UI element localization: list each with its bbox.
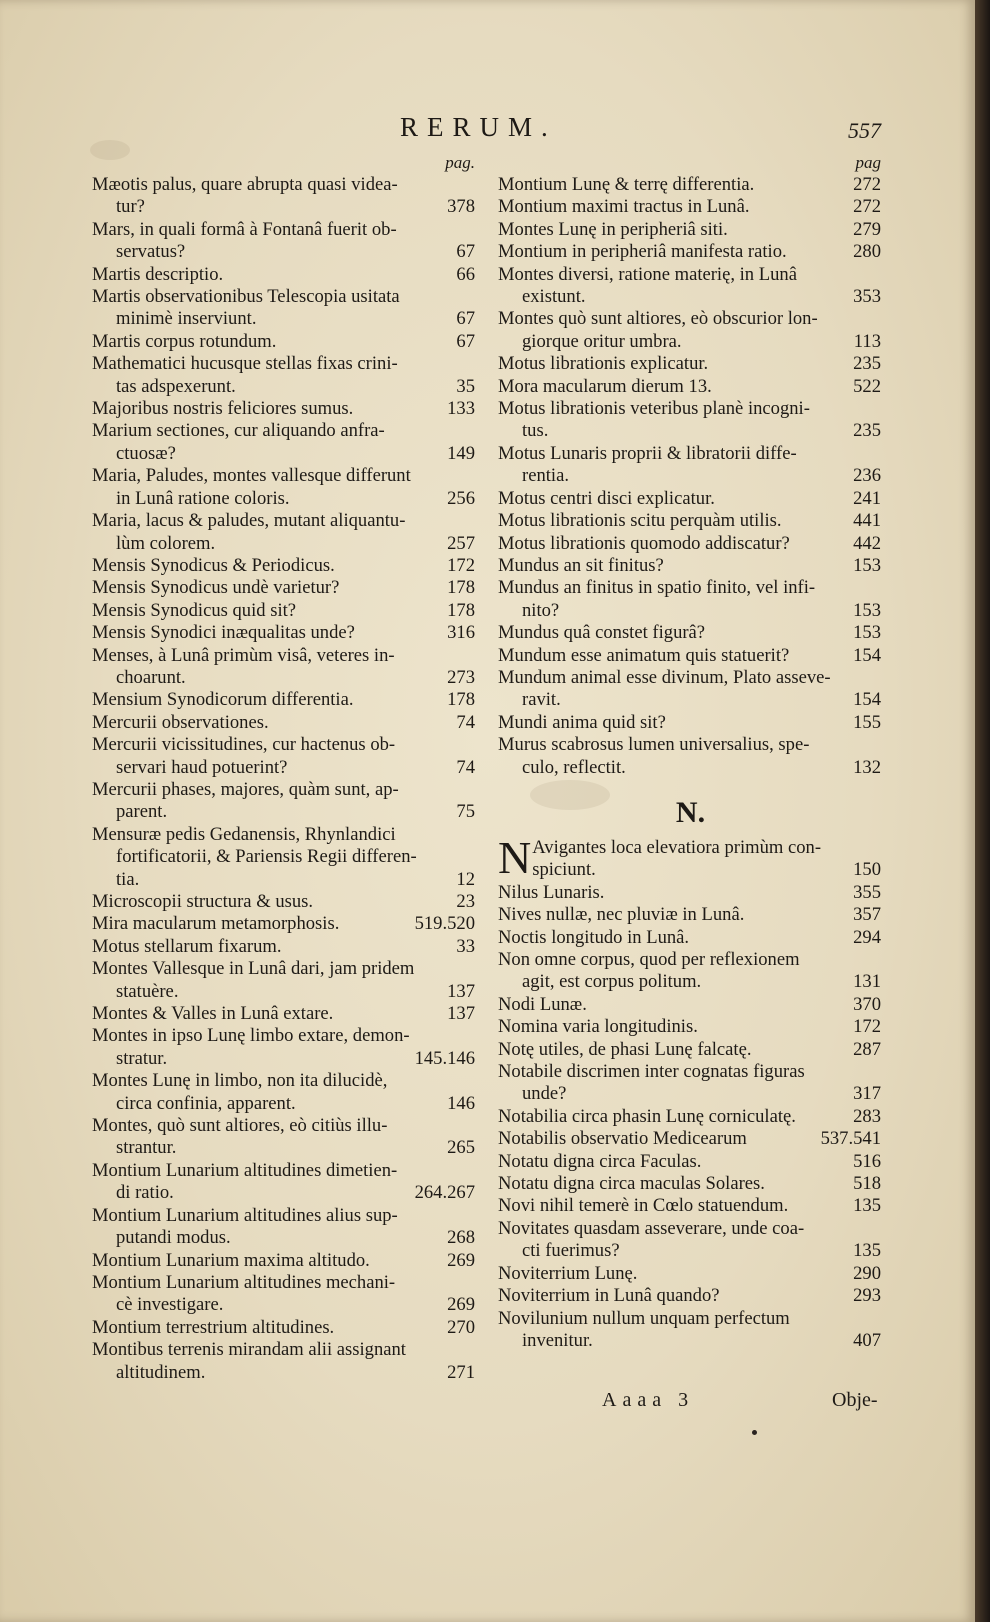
entry-page-number: 264.267	[414, 1182, 475, 1204]
entry-page-number: 153	[853, 599, 881, 621]
entry-text: ctuosæ?	[116, 442, 176, 464]
entry-text: Montium in peripheriâ manifesta ratio.	[498, 241, 787, 263]
index-entry	[92, 286, 477, 331]
entry-page-number: 137	[447, 980, 475, 1002]
index-entry	[92, 1317, 477, 1339]
entry-text: stratur.	[116, 1047, 168, 1069]
entry-text: Noctis longitudo in Lunâ.	[498, 926, 690, 948]
index-entry	[92, 1070, 477, 1115]
index-entries-n	[498, 831, 883, 1352]
entry-text: Mensis Synodici inæqualitas unde?	[92, 622, 355, 644]
entry-page-number: 265	[447, 1137, 475, 1159]
index-entry	[92, 219, 477, 264]
entry-text: Majoribus nostris feliciores sumus.	[92, 398, 354, 420]
entry-text: Mensis Synodicus & Periodicus.	[92, 554, 335, 576]
entry-text: existunt.	[522, 286, 586, 308]
entry-text: Mundus an sit finitus?	[498, 554, 664, 576]
entry-text: cti fuerimus?	[522, 1240, 620, 1262]
entry-page-number: 178	[447, 689, 475, 711]
entry-text: minimè inserviunt.	[116, 308, 257, 330]
entry-text: Martis corpus rotundum.	[92, 330, 277, 352]
entry-page-number: 235	[853, 353, 881, 375]
entry-text: servari haud potuerint?	[116, 756, 288, 778]
index-entry	[92, 555, 477, 577]
entry-text: Motus librationis veteribus planè incogni-	[498, 398, 810, 420]
entry-page-number: 280	[853, 241, 881, 263]
entry-page-number: 316	[447, 622, 475, 644]
entry-text: putandi modus.	[116, 1227, 231, 1249]
entry-text: Nomina varia longitudinis.	[498, 1016, 698, 1038]
entry-text: Novi nihil temerè in Cœlo statuendum.	[498, 1195, 789, 1217]
index-entries-m	[498, 174, 883, 779]
index-entry	[92, 734, 477, 779]
index-entry	[92, 1339, 477, 1384]
entry-text: Notatu digna circa Faculas.	[498, 1150, 702, 1172]
entry-text: tas adspexerunt.	[116, 375, 236, 397]
entry-text: Montes quò sunt altiores, eò obscurior lon-	[498, 308, 818, 330]
index-entry	[498, 1151, 883, 1173]
index-entry	[498, 1263, 883, 1285]
entry-page-number: 407	[853, 1329, 881, 1351]
entry-text: Mensuræ pedis Gedanensis, Rhynlandici	[92, 823, 396, 845]
entry-page-number: 172	[447, 554, 475, 576]
entry-page-number: 12	[456, 868, 475, 890]
entry-text: Martis observationibus Telescopia usitata	[92, 286, 400, 308]
entry-page-number: 133	[447, 398, 475, 420]
entry-page-number: 519.520	[414, 913, 475, 935]
entry-page-number: 442	[853, 532, 881, 554]
index-entry	[92, 645, 477, 690]
entry-text: ravit.	[522, 689, 561, 711]
index-column-right	[498, 152, 883, 1352]
entry-page-number: 287	[853, 1038, 881, 1060]
index-entry	[498, 219, 883, 241]
entry-page-number: 131	[853, 971, 881, 993]
entry-text: lùm colorem.	[116, 532, 216, 554]
entry-text: servatus?	[116, 241, 186, 263]
index-entry	[498, 398, 883, 443]
index-entry	[498, 1039, 883, 1061]
entry-page-number: 294	[853, 926, 881, 948]
entry-page-number: 150	[853, 859, 881, 881]
index-entry	[498, 1016, 883, 1038]
entry-page-number: 269	[447, 1249, 475, 1271]
entry-text: fortificatorii, & Pariensis Regii differen-	[116, 846, 417, 868]
entry-page-number: 66	[456, 263, 475, 285]
index-entry	[498, 264, 883, 309]
index-entry	[498, 533, 883, 555]
entry-text: rentia.	[522, 465, 569, 487]
entry-page-number: 256	[447, 487, 475, 509]
entry-text: strantur.	[116, 1137, 177, 1159]
index-entry	[498, 994, 883, 1016]
entry-text: giorque oritur umbra.	[522, 330, 682, 352]
index-entry	[92, 1003, 477, 1025]
entry-page-number: 290	[853, 1262, 881, 1284]
entry-text: Novilunium nullum unquam perfectum	[498, 1307, 790, 1329]
entry-page-number: 353	[853, 286, 881, 308]
entry-text: Maria, Paludes, montes vallesque differunt	[92, 465, 411, 487]
entry-text: Notabile discrimen inter cognatas figuras	[498, 1061, 805, 1083]
entry-text: Mars, in quali formâ à Fontanâ fuerit ob-	[92, 218, 397, 240]
entry-text: Montium Lunę & terrę differentia.	[498, 174, 755, 195]
entry-text: unde?	[522, 1083, 567, 1105]
index-entry	[498, 376, 883, 398]
entry-text: Mundi anima quid sit?	[498, 711, 666, 733]
index-entry	[498, 904, 883, 926]
entry-page-number: 155	[853, 711, 881, 733]
entry-text: tia.	[116, 868, 140, 890]
entry-text: Montes, quò sunt altiores, eò citiùs illu-	[92, 1115, 388, 1137]
entry-page-number: 283	[853, 1105, 881, 1127]
entry-text: spiciunt.	[532, 859, 596, 881]
index-entry	[498, 1308, 883, 1353]
entry-page-number: 357	[853, 904, 881, 926]
entry-page-number: 236	[853, 465, 881, 487]
index-entry	[92, 1025, 477, 1070]
signature-mark: Aaaa 3	[602, 1389, 695, 1411]
index-entry	[498, 949, 883, 994]
entry-text: Motus centri disci explicatur.	[498, 487, 715, 509]
index-entry	[92, 622, 477, 644]
entry-text: Montibus terrenis mirandam alii assignant	[92, 1339, 406, 1361]
entry-text: Mercurii vicissitudines, cur hactenus ob-	[92, 734, 396, 756]
index-entry	[92, 264, 477, 286]
entry-text: Montes diversi, ratione materię, in Lunâ	[498, 263, 797, 285]
entry-page-number: 516	[853, 1150, 881, 1172]
entry-text: Menses, à Lunâ primùm visâ, veteres in-	[92, 644, 395, 666]
entry-text: di ratio.	[116, 1182, 174, 1204]
index-entry	[498, 1173, 883, 1195]
entry-page-number: 272	[853, 196, 881, 218]
page-number: 557	[848, 118, 881, 143]
index-entry	[92, 353, 477, 398]
entry-page-number: 135	[853, 1195, 881, 1217]
section-letter: N.	[675, 795, 706, 829]
entry-page-number: 132	[853, 756, 881, 778]
entry-page-number: 74	[456, 711, 475, 733]
entry-page-number: 74	[456, 756, 475, 778]
index-entry	[498, 488, 883, 510]
page-edge	[975, 0, 990, 1622]
entry-page-number: 67	[456, 330, 475, 352]
entry-text: cè investigare.	[116, 1294, 224, 1316]
entry-page-number: 149	[447, 442, 475, 464]
index-entry	[498, 196, 883, 218]
entry-text: Montium maximi tractus in Lunâ.	[498, 196, 750, 218]
entry-page-number: 241	[853, 487, 881, 509]
entry-page-number: 257	[447, 532, 475, 554]
entry-page-number: 153	[853, 622, 881, 644]
entry-page-number: 146	[447, 1092, 475, 1114]
entry-text: Martis descriptio.	[92, 263, 224, 285]
entry-text: choarunt.	[116, 666, 186, 688]
entry-text: circa confinia, apparent.	[116, 1092, 296, 1114]
entry-page-number: 23	[456, 891, 475, 912]
entry-page-number: 75	[456, 801, 475, 823]
entry-text: Mercurii phases, majores, quàm sunt, ap-	[92, 778, 399, 800]
entry-text: Mundus an finitus in spatio finito, vel infi-	[498, 577, 816, 599]
entry-text: Avigantes loca elevatiora primùm con-	[532, 836, 822, 858]
entry-text: Maria, lacus & paludes, mutant aliquantu-	[92, 510, 406, 532]
index-entry	[92, 1250, 477, 1272]
entry-text: Notatu digna circa maculas Solares.	[498, 1173, 765, 1195]
entry-text: Notabilis observatio Medicearum	[498, 1128, 747, 1150]
index-entry	[92, 174, 477, 219]
index-entry	[498, 308, 883, 353]
entry-text: Novitates quasdam asseverare, unde coa-	[498, 1217, 805, 1239]
entry-text: invenitur.	[522, 1329, 593, 1351]
entry-page-number: 522	[853, 375, 881, 397]
index-entry	[92, 913, 477, 935]
entry-text: Montes in ipso Lunę limbo extare, demon-	[92, 1025, 410, 1047]
index-entry	[92, 1160, 477, 1205]
entry-text: Noviterrium Lunę.	[498, 1262, 638, 1284]
entry-page-number: 178	[447, 599, 475, 621]
entry-text: Montes & Valles in Lunâ extare.	[92, 1003, 334, 1025]
entry-text: Motus Lunaris proprii & libratorii diffe-	[498, 442, 797, 464]
index-entry	[92, 1115, 477, 1160]
entry-page-number: 279	[853, 218, 881, 240]
index-entry	[498, 927, 883, 949]
index-entry	[92, 600, 477, 622]
index-entry	[92, 420, 477, 465]
entry-page-number: 317	[853, 1083, 881, 1105]
index-entry	[498, 1218, 883, 1263]
entry-page-number: 370	[853, 993, 881, 1015]
entry-text: Murus scabrosus lumen universalius, spe-	[498, 734, 810, 756]
entry-text: Non omne corpus, quod per reflexionem	[498, 949, 800, 970]
entry-text: parent.	[116, 801, 168, 823]
entry-text: Mundus quâ constet figurâ?	[498, 622, 706, 644]
entry-page-number: 271	[447, 1361, 475, 1383]
entry-page-number: 273	[447, 666, 475, 688]
entry-page-number: 154	[853, 689, 881, 711]
entry-text: in Lunâ ratione coloris.	[116, 487, 290, 509]
entry-text: agit, est corpus politum.	[522, 971, 702, 993]
entry-page-number: 272	[853, 174, 881, 195]
index-entry	[92, 824, 477, 891]
entry-text: Montium terrestrium altitudines.	[92, 1316, 335, 1338]
index-entry	[498, 174, 883, 196]
index-entry	[92, 891, 477, 913]
entry-text: nito?	[522, 599, 560, 621]
entry-page-number: 235	[853, 420, 881, 442]
entry-text: Mathematici hucusque stellas fixas crini-	[92, 353, 398, 375]
index-entry	[498, 353, 883, 375]
entry-text: Montes Vallesque in Lunâ dari, jam pridem	[92, 958, 415, 980]
index-entry	[92, 510, 477, 555]
entry-page-number: 137	[447, 1003, 475, 1025]
entry-text: Motus librationis quomodo addiscatur?	[498, 532, 790, 554]
index-entry	[92, 1272, 477, 1317]
entry-text: Mira macularum metamorphosis.	[92, 913, 340, 935]
entry-page-number: 378	[447, 196, 475, 218]
entry-text: Montes Lunę in limbo, non ita dilucidè,	[92, 1070, 388, 1092]
entry-text: Montium Lunarium altitudines mechani-	[92, 1271, 396, 1293]
drop-capital: N	[498, 831, 532, 883]
entry-page-number: 153	[853, 554, 881, 576]
entry-text: statuère.	[116, 980, 179, 1002]
index-entry	[498, 734, 883, 779]
entry-text: tus.	[522, 420, 549, 442]
index-entry	[92, 465, 477, 510]
index-entry	[498, 1285, 883, 1307]
entry-page-number: 293	[853, 1285, 881, 1307]
entry-text: Montes Lunę in peripheriâ siti.	[498, 218, 728, 240]
index-entry	[92, 689, 477, 711]
index-entry	[498, 831, 883, 883]
entry-page-number: 172	[853, 1016, 881, 1038]
entry-page-number: 33	[456, 935, 475, 957]
pag-label: pag	[855, 153, 881, 172]
index-entry	[92, 958, 477, 1003]
index-entry	[498, 510, 883, 532]
entry-text: Marium sectiones, cur aliquando anfra-	[92, 420, 385, 442]
index-entry	[92, 577, 477, 599]
index-entry	[92, 398, 477, 420]
entry-page-number: 145.146	[414, 1047, 475, 1069]
index-entry	[498, 712, 883, 734]
entry-text: Notabilia circa phasin Lunę corniculatę.	[498, 1105, 796, 1127]
entry-text: Montium Lunarium altitudines alius sup-	[92, 1204, 398, 1226]
index-entry	[498, 1195, 883, 1217]
index-entry	[498, 667, 883, 712]
entry-page-number: 154	[853, 644, 881, 666]
entry-page-number: 269	[447, 1294, 475, 1316]
entry-text: tur?	[116, 196, 145, 218]
index-entry	[498, 443, 883, 488]
index-entry	[498, 577, 883, 622]
index-entry	[498, 1128, 883, 1150]
index-entry	[498, 1106, 883, 1128]
entry-page-number: 355	[853, 881, 881, 903]
entry-text: Nives nullæ, nec pluviæ in Lunâ.	[498, 904, 745, 926]
index-entry	[498, 241, 883, 263]
entry-text: Mensis Synodicus quid sit?	[92, 599, 297, 621]
index-column-left	[92, 152, 477, 1384]
entry-text: Mensium Synodicorum differentia.	[92, 689, 354, 711]
entry-text: Motus librationis explicatur.	[498, 353, 709, 375]
entry-page-number: 113	[853, 330, 881, 352]
index-entry	[498, 555, 883, 577]
index-entry	[92, 1205, 477, 1250]
entry-text: Mundum animal esse divinum, Plato asseve-	[498, 666, 831, 688]
index-entry	[498, 1061, 883, 1106]
entry-page-number: 178	[447, 577, 475, 599]
index-entry	[92, 331, 477, 353]
entry-text: Montium Lunarium altitudines dimetien-	[92, 1159, 398, 1181]
entry-text: Noviterrium in Lunâ quando?	[498, 1285, 720, 1307]
index-entry	[498, 645, 883, 667]
entry-text: culo, reflectit.	[522, 756, 626, 778]
entry-text: Mora macularum dierum 13.	[498, 375, 712, 397]
entry-text: Mæotis palus, quare abrupta quasi videa-	[92, 174, 398, 195]
index-entry	[92, 712, 477, 734]
entry-page-number: 518	[853, 1173, 881, 1195]
entry-text: Notę utiles, de phasi Lunę falcatę.	[498, 1038, 752, 1060]
entry-text: Microscopii structura & usus.	[92, 891, 314, 912]
catchword: Obje-	[832, 1389, 878, 1411]
entry-text: Mensis Synodicus undè varietur?	[92, 577, 340, 599]
entry-page-number: 537.541	[820, 1128, 881, 1150]
entry-page-number: 67	[456, 241, 475, 263]
pag-label: pag.	[445, 153, 475, 172]
entry-text: Mercurii observationes.	[92, 711, 269, 733]
index-entry	[498, 882, 883, 904]
ink-dot	[752, 1430, 757, 1435]
entry-page-number: 441	[853, 510, 881, 532]
index-entry	[92, 936, 477, 958]
entry-text: Motus librationis scitu perquàm utilis.	[498, 510, 782, 532]
entry-text: altitudinem.	[116, 1361, 206, 1383]
entry-text: Mundum esse animatum quis statuerit?	[498, 644, 790, 666]
index-entry	[92, 779, 477, 824]
entry-page-number: 270	[447, 1316, 475, 1338]
index-entry	[498, 622, 883, 644]
entry-text: Nodi Lunæ.	[498, 993, 587, 1015]
running-head: RERUM.	[400, 112, 557, 142]
entry-page-number: 67	[456, 308, 475, 330]
entry-page-number: 268	[447, 1227, 475, 1249]
entry-text: Motus stellarum fixarum.	[92, 935, 282, 957]
entry-page-number: 135	[853, 1240, 881, 1262]
entry-text: Montium Lunarium maxima altitudo.	[92, 1249, 370, 1271]
entry-text: Nilus Lunaris.	[498, 881, 605, 903]
entry-page-number: 35	[456, 375, 475, 397]
